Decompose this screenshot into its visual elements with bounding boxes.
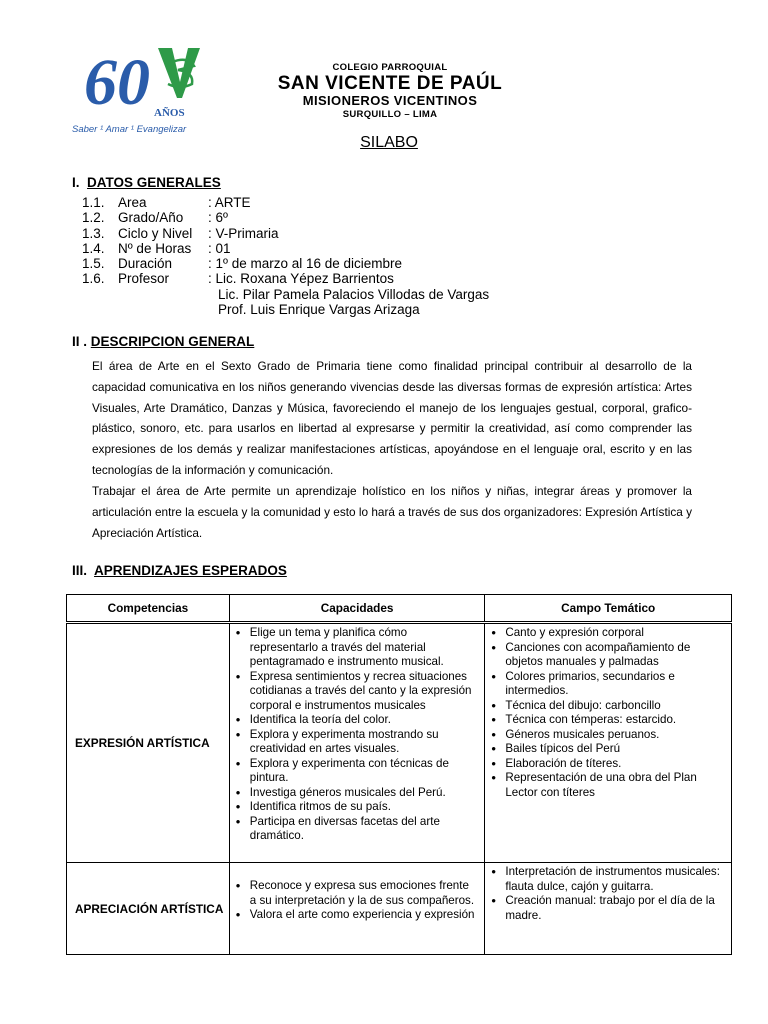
list-item: • Valora el arte como experiencia y expresión	[230, 908, 479, 923]
datos-key: Profesor	[118, 271, 170, 287]
campo-tematico-list	[485, 624, 731, 802]
logo-number: 60	[84, 46, 150, 119]
datos-key: Nº de Horas	[118, 240, 192, 256]
list-item: • Participa en diversas facetas del arte dramático.	[230, 815, 479, 844]
list-item: • Expresa sentimientos y recrea situaciones cotidianas a través del canto y la expresión corporal e instrumentos musicales	[230, 670, 479, 714]
section-number: III.	[72, 563, 88, 578]
capacidades-cell	[229, 623, 485, 863]
list-item: • Creación manual: trabajo por el día de la madre.	[485, 894, 725, 923]
datos-num: 1.1.	[82, 195, 105, 210]
competencia-cell: EXPRESIÓN ARTÍSTICA	[67, 623, 230, 863]
descripcion-paragraph: El área de Arte en el Sexto Grado de Primaria tiene como finalidad principal contribuir al desarrollo de la capacidad comunicativa en los niños generando vivencias desde las diversas formas de expresión artística: Artes Visuales, Arte Dramático, Danzas y Música, favoreciendo el manejo de los lenguajes gestual, corporal, grafico-plástico, sonoro, etc. para usarlos en libertad al expresarse y permitir la creatividad, así como comprender las expresiones de los demás y realizar manifestaciones artísticas, apoyándose en el lenguaje oral, escrito y en las tecnologías de la información y comunicación.	[92, 359, 692, 477]
school-name: SAN VICENTE DE PAÚL	[277, 73, 503, 94]
datos-num: 1.4.	[82, 240, 105, 256]
logo-anos: AÑOS	[154, 107, 185, 119]
list-item: • Elaboración de títeres.	[485, 757, 725, 772]
column-header: Campo Temático	[485, 595, 732, 623]
list-item: • Técnica del dibujo: carboncillo	[485, 699, 725, 714]
school-logo	[68, 38, 218, 138]
datos-num: 1.3.	[82, 225, 105, 241]
capacidades-cell	[229, 863, 485, 955]
list-item: • Técnica con témperas: estarcido.	[485, 713, 725, 728]
list-item: • Explora y experimenta con técnicas de pintura.	[230, 757, 479, 786]
school-line-1: COLEGIO PARROQUIAL	[332, 62, 448, 73]
datos-row	[82, 226, 489, 241]
datos-num: 1.5.	[82, 256, 105, 272]
table-row	[67, 623, 732, 863]
list-item: • Reconoce y expresa sus emociones frente a su interpretación y la de sus compañeros.	[230, 879, 479, 908]
logo-motto: Saber ¹ Amar ¹ Evangelizar	[72, 124, 187, 135]
datos-value: : Lic. Roxana Yépez Barrientos	[208, 271, 394, 287]
section-title: APRENDIZAJES ESPERADOS	[94, 563, 287, 578]
list-item: • Identifica ritmos de su país.	[230, 800, 479, 815]
datos-value: : 6º	[208, 210, 228, 226]
datos-row	[82, 241, 489, 256]
list-item: • Géneros musicales peruanos.	[485, 728, 725, 743]
list-item: • Elige un tema y planifica cómo representarlo a través del material pentagramado e instrumento musical.	[230, 626, 479, 670]
datos-key: Duración	[118, 256, 173, 272]
datos-row	[82, 271, 489, 286]
datos-value: : 1º de marzo al 16 de diciembre	[208, 256, 403, 272]
list-item: • Colores primarios, secundarios e intermedios.	[485, 670, 725, 699]
list-item: • Explora y experimenta mostrando su creatividad en artes visuales.	[230, 728, 479, 757]
section-title: DESCRIPCION GENERAL	[90, 334, 255, 349]
list-item: • Canciones con acompañamiento de objetos manuales y palmadas	[485, 641, 725, 670]
competencia-cell: APRECIACIÓN ARTÍSTICA	[67, 863, 230, 955]
datos-key: Grado/Año	[118, 210, 184, 226]
datos-row	[82, 210, 489, 225]
section-heading-datos	[72, 175, 221, 190]
campo-tematico-list	[485, 863, 731, 925]
document-title: SILABO	[360, 134, 418, 151]
list-item: • Interpretación de instrumentos musicales: flauta dulce, cajón y guitarra.	[485, 865, 725, 894]
profesor-extra: Prof. Luis Enrique Vargas Arizaga	[218, 302, 420, 318]
datos-value: : V-Primaria	[208, 225, 279, 241]
school-header	[250, 62, 530, 122]
datos-generales-list	[82, 195, 489, 317]
profesor-extra: Lic. Pilar Pamela Palacios Villodas de Vargas	[218, 286, 490, 302]
campo-tematico-cell	[485, 623, 732, 863]
table-row	[67, 863, 732, 955]
list-item: • Representación de una obra del Plan Lector con títeres	[485, 771, 725, 800]
list-item: • Identifica la teoría del color.	[230, 713, 479, 728]
column-header: Competencias	[67, 595, 230, 623]
school-line-3: MISIONEROS VICENTINOS	[302, 93, 478, 108]
list-item: • Canto y expresión corporal	[485, 626, 725, 641]
campo-tematico-cell	[485, 863, 732, 955]
datos-row	[82, 256, 489, 271]
table-header-row	[67, 595, 732, 623]
school-location: SURQUILLO – LIMA	[342, 109, 438, 120]
datos-num: 1.6.	[82, 271, 105, 287]
datos-value: : ARTE	[208, 195, 251, 210]
capacidades-list	[230, 863, 485, 925]
list-item: • Bailes típicos del Perú	[485, 742, 725, 757]
datos-key: Area	[118, 195, 147, 210]
datos-key: Ciclo y Nivel	[118, 225, 193, 241]
descripcion-paragraph: Trabajar el área de Arte permite un aprendizaje holístico en los niños y niñas, integrar áreas y promover la articulación entre la escuela y la comunidad y esto lo hará a través de sus dos organizadores: Expresión Artística y Apreciación Artística.	[92, 484, 692, 540]
logo-v-emblem	[158, 48, 200, 98]
datos-value: : 01	[208, 240, 231, 256]
datos-row	[82, 195, 489, 210]
column-header: Capacidades	[229, 595, 485, 623]
list-item: • Investiga géneros musicales del Perú.	[230, 786, 479, 801]
capacidades-list	[230, 624, 485, 846]
datos-num: 1.2.	[82, 210, 105, 226]
section-heading-descripcion	[72, 334, 254, 349]
section-number: I.	[72, 175, 80, 190]
section-number: II .	[72, 334, 88, 349]
aprendizajes-table	[66, 594, 732, 955]
section-heading-aprendizajes	[72, 563, 287, 578]
section-title: DATOS GENERALES	[87, 175, 221, 190]
